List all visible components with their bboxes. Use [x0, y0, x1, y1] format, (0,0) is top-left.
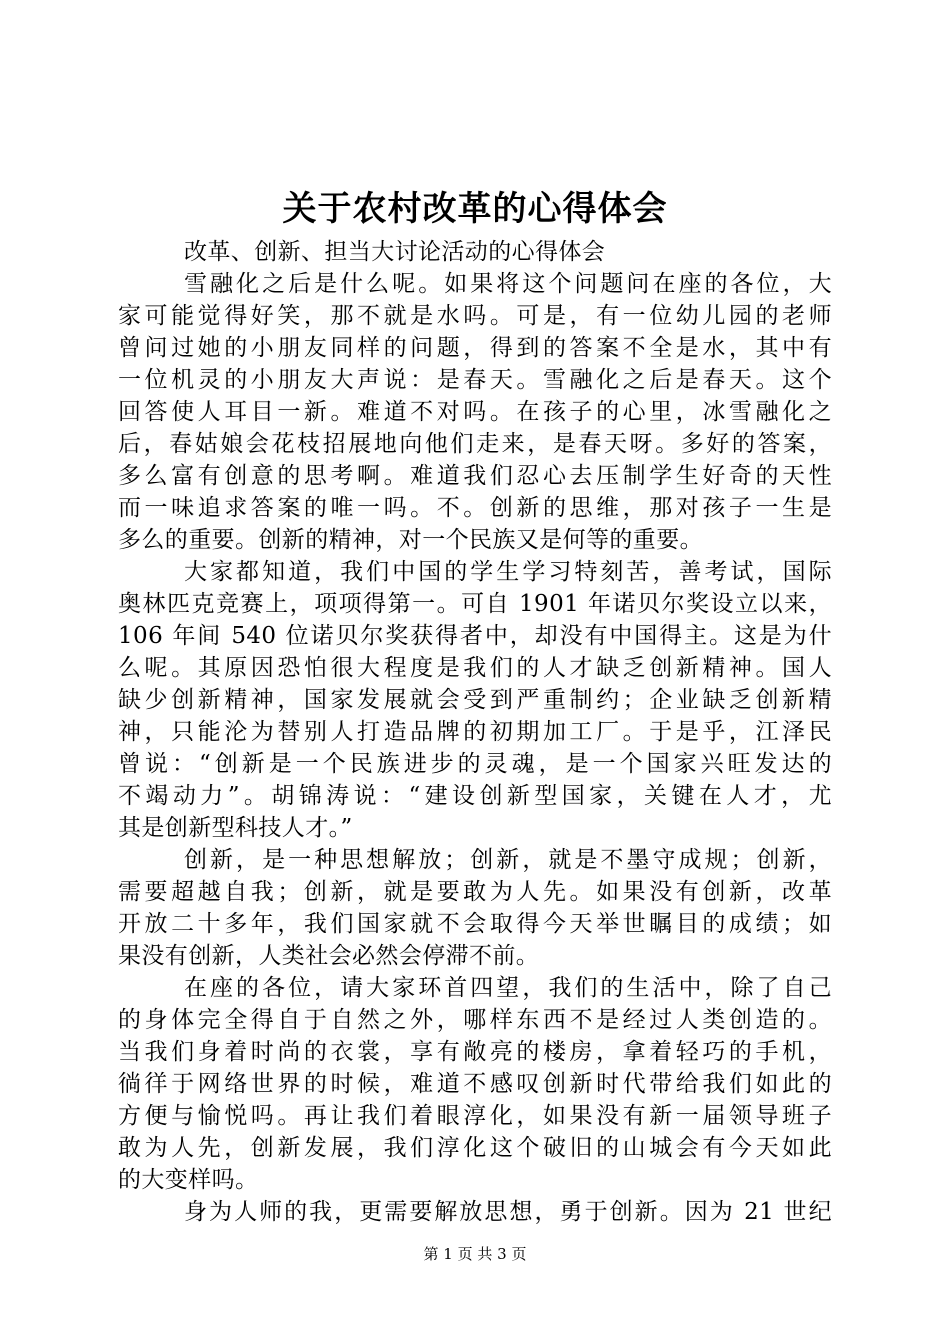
text-line: 在座的各位，请大家环首四望，我们的生活中，除了自己	[184, 975, 832, 1001]
text-line: 当我们身着时尚的衣裳，享有敞亮的楼房，拿着轻巧的手机，	[118, 1039, 832, 1065]
text-line: 其是创新型科技人才。”	[118, 815, 353, 841]
text-line: 缺少创新精神，国家发展就会受到严重制约；企业缺乏创新精	[118, 687, 832, 713]
text-line: 的大变样吗。	[118, 1167, 259, 1193]
text-line: 一位机灵的小朋友大声说：是春天。雪融化之后是春天。这个	[118, 367, 832, 393]
text-line: 身为人师的我，更需要解放思想，勇于创新。因为 21 世纪	[184, 1199, 832, 1225]
text-line: 神，只能沦为替别人打造品牌的初期加工厂。于是乎，江泽民	[118, 719, 832, 745]
text-line: 奥林匹克竞赛上，项项得第一。可自 1901 年诺贝尔奖设立以来，	[118, 591, 832, 617]
text-line: 回答使人耳目一新。难道不对吗。在孩子的心里，冰雪融化之	[118, 399, 832, 425]
document-body	[118, 236, 832, 1228]
text-line: 不竭动力”。胡锦涛说：“建设创新型国家，关键在人才，尤	[118, 783, 832, 809]
text-line: 而一味追求答案的唯一吗。不。创新的思维，那对孩子一生是	[118, 495, 832, 521]
text-line: 敢为人先，创新发展，我们淳化这个破旧的山城会有今天如此	[118, 1135, 832, 1161]
text-line: 曾说：“创新是一个民族进步的灵魂，是一个国家兴旺发达的	[118, 751, 832, 777]
text-line: 后，春姑娘会花枝招展地向他们走来，是春天呀。多好的答案，	[118, 431, 832, 457]
text-line: 的身体完全得自于自然之外，哪样东西不是经过人类创造的。	[118, 1007, 832, 1033]
document-title: 关于农村改革的心得体会	[282, 189, 668, 229]
text-line: 创新，是一种思想解放；创新，就是不墨守成规；创新，	[184, 847, 832, 873]
text-line: 开放二十多年，我们国家就不会取得今天举世瞩目的成绩；如	[118, 911, 832, 937]
text-line: 徜徉于网络世界的时候，难道不感叹创新时代带给我们如此的	[118, 1071, 832, 1097]
text-line: 需要超越自我；创新，就是要敢为人先。如果没有创新，改革	[118, 879, 832, 905]
text-line: 么呢。其原因恐怕很大程度是我们的人才缺乏创新精神。国人	[118, 655, 832, 681]
text-line: 雪融化之后是什么呢。如果将这个问题问在座的各位，大	[184, 271, 832, 297]
text-line: 大家都知道，我们中国的学生学习特刻苦，善考试，国际	[184, 559, 832, 585]
text-line: 方便与愉悦吗。再让我们着眼淳化，如果没有新一届领导班子	[118, 1103, 832, 1129]
text-line: 曾问过她的小朋友同样的问题，得到的答案不全是水，其中有	[118, 335, 832, 361]
text-line: 家可能觉得好笑，那不就是水吗。可是，有一位幼儿园的老师	[118, 303, 832, 329]
subtitle-line: 改革、创新、担当大讨论活动的心得体会	[184, 239, 606, 265]
page-number-footer: 第 1 页 共 3 页	[423, 1245, 527, 1263]
text-line: 多么富有创意的思考啊。难道我们忍心去压制学生好奇的天性	[118, 463, 832, 489]
text-line: 果没有创新，人类社会必然会停滞不前。	[118, 943, 540, 969]
text-line: 106 年间 540 位诺贝尔奖获得者中，却没有中国得主。这是为什	[118, 623, 832, 649]
text-line: 多么的重要。创新的精神，对一个民族又是何等的重要。	[118, 527, 703, 553]
